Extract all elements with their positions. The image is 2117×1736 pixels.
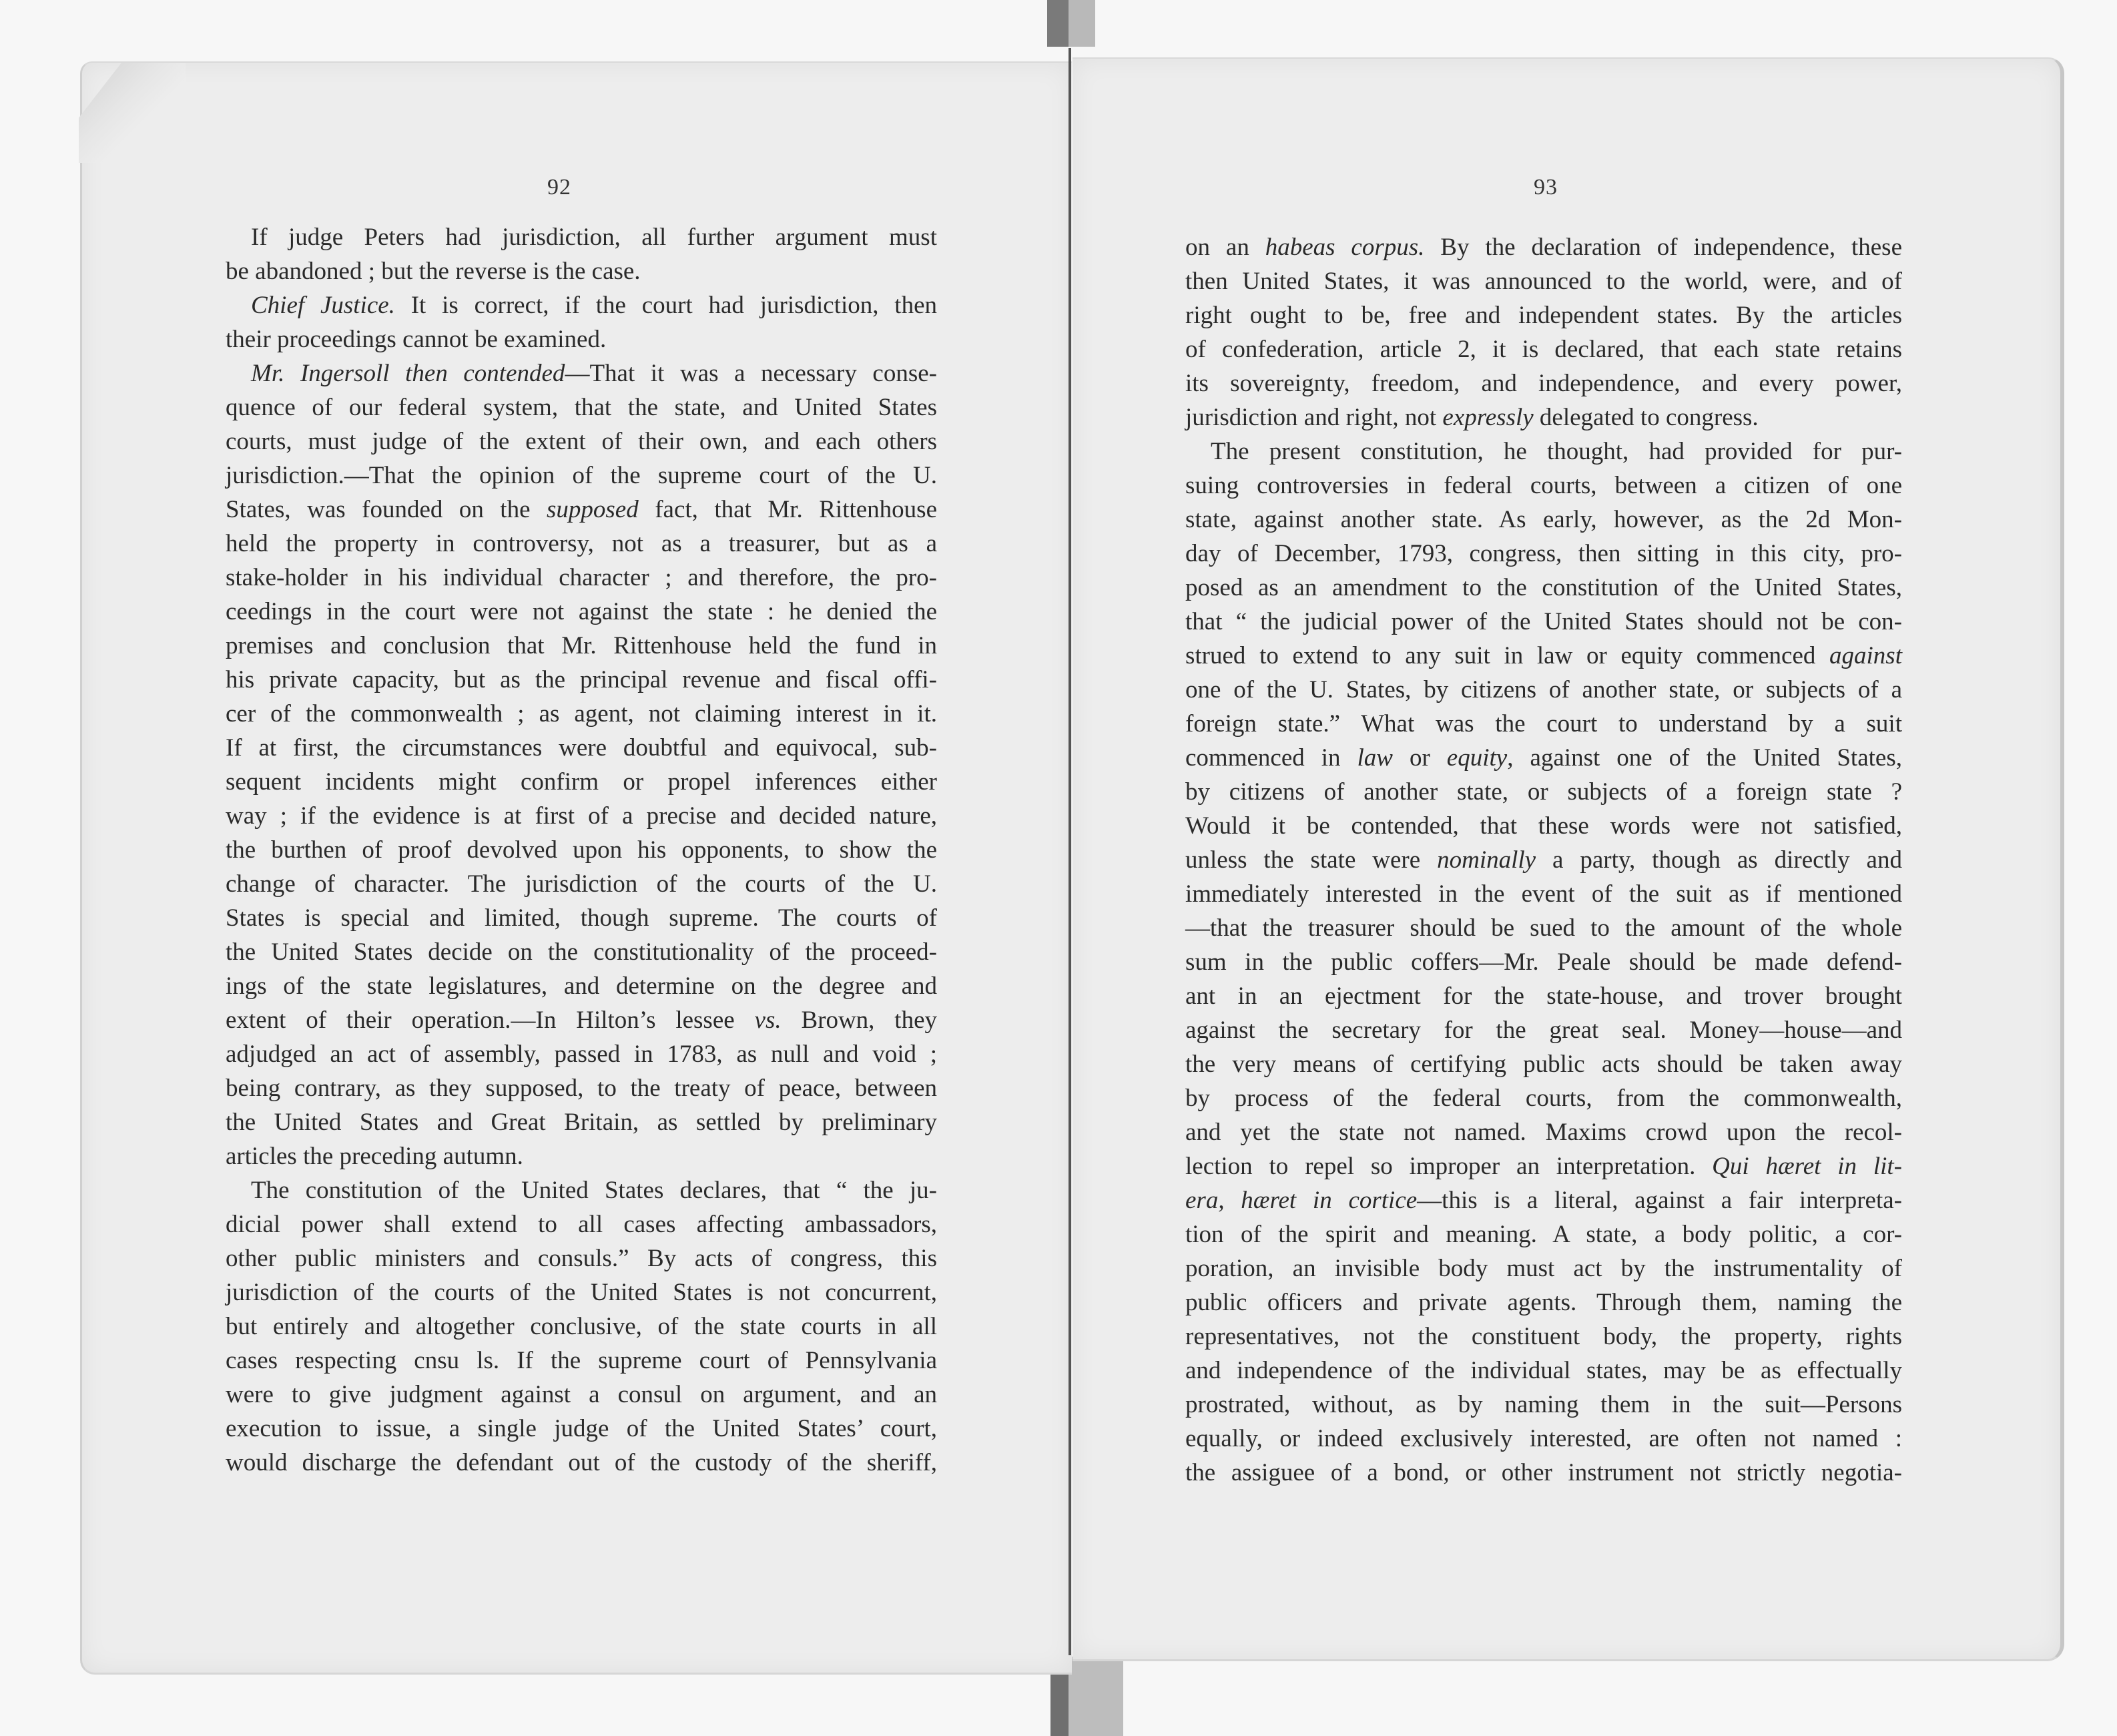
text-line: but entirely and altogether conclusive, of the state courts in all [226, 1313, 937, 1340]
text-line: jurisdiction of the courts of the United States is not concurrent, [226, 1279, 937, 1306]
text-line: courts, must judge of the extent of their own, and each others [226, 428, 937, 455]
text-line: extent of their operation.—In Hilton’s lessee vs. Brown, they [226, 1006, 937, 1034]
text-line: state, against another state. As early, however, as the 2d Mon- [1185, 506, 1902, 533]
text-line: —that the treasurer should be sued to the amount of the whole [1185, 914, 1902, 942]
text-line: ings of the state legislatures, and determine on the degree and [226, 972, 937, 1000]
text-line: The present constitution, he thought, had provided for pur- [1211, 438, 1902, 465]
text-line: posed as an amendment to the constitution of the United States, [1185, 574, 1902, 601]
text-line: then United States, it was announced to the world, were, and of [1185, 268, 1902, 295]
text-line: and independence of the individual states, may be as effectually [1185, 1357, 1902, 1384]
text-line: adjudged an act of assembly, passed in 1783, as null and void ; [226, 1041, 937, 1068]
text-line: held the property in controversy, not as a treasurer, but as a [226, 530, 937, 557]
text-line: unless the state were nominally a party, though as directly and [1185, 846, 1902, 874]
text-line: his private capacity, but as the principal revenue and fiscal offi- [226, 666, 937, 693]
text-line: that “ the judicial power of the United States should not be con- [1185, 608, 1902, 635]
text-line: foreign state.” What was the court to understand by a suit [1185, 710, 1902, 738]
left-page-number: 92 [547, 175, 571, 200]
text-line: on an habeas corpus. By the declaration of independence, these [1185, 234, 1902, 261]
text-line: were to give judgment against a consul on argument, and an [226, 1381, 937, 1408]
text-line: by citizens of another state, or subjects of a foreign state ? [1185, 778, 1902, 806]
text-line: era, hæret in cortice—this is a literal, against a fair interpreta- [1185, 1187, 1902, 1214]
text-line: lection to repel so improper an interpretation. Qui hæret in lit- [1185, 1153, 1902, 1180]
text-line: right ought to be, free and independent states. By the articles [1185, 302, 1902, 329]
text-line: way ; if the evidence is at first of a precise and decided nature, [226, 802, 937, 830]
text-line: by process of the federal courts, from the commonwealth, [1185, 1085, 1902, 1112]
text-line: poration, an invisible body must act by the instrumentality of [1185, 1255, 1902, 1282]
text-line: the United States decide on the constitutionality of the proceed- [226, 938, 937, 966]
text-line: public officers and private agents. Through them, naming the [1185, 1289, 1902, 1316]
right-page-number: 93 [1534, 175, 1558, 200]
text-line: day of December, 1793, congress, then sitting in this city, pro- [1185, 540, 1902, 567]
text-line: prostrated, without, as by naming them in the suit—Persons [1185, 1391, 1902, 1418]
left-page-text [226, 220, 937, 1480]
text-line: sequent incidents might confirm or propel inferences either [226, 768, 937, 796]
text-line: ant in an ejectment for the state-house, and trover brought [1185, 982, 1902, 1010]
text-line: being contrary, as they supposed, to the treaty of peace, between [226, 1075, 937, 1102]
right-page-text [1185, 230, 1902, 1490]
binding-clip-bottom-shadow [1069, 1657, 1123, 1736]
text-line: be abandoned ; but the reverse is the case. [226, 258, 641, 285]
text-line: quence of our federal system, that the state, and United States [226, 394, 937, 421]
text-line: Mr. Ingersoll then contended—That it was a necessary conse- [251, 360, 937, 387]
binding-clip-top-shadow [1069, 0, 1095, 47]
text-line: ceedings in the court were not against the state : he denied the [226, 598, 937, 625]
text-line: the burthen of proof devolved upon his opponents, to show the [226, 836, 937, 864]
text-line: immediately interested in the event of the suit as if mentioned [1185, 880, 1902, 908]
text-line: the assiguee of a bond, or other instrument not strictly negotia- [1185, 1459, 1902, 1486]
text-line: dicial power shall extend to all cases affecting ambassadors, [226, 1211, 937, 1238]
text-line: Would it be contended, that these words were not satisfied, [1185, 812, 1902, 840]
text-line: jurisdiction and right, not expressly delegated to congress. [1185, 404, 1759, 431]
text-line: cases respecting cnsu ls. If the supreme court of Pennsylvania [226, 1347, 937, 1374]
text-line: The constitution of the United States declares, that “ the ju- [251, 1177, 937, 1204]
text-line: would discharge the defendant out of the custody of the sheriff, [226, 1449, 937, 1476]
text-line: against the secretary for the great seal. Money—house—and [1185, 1017, 1902, 1044]
text-line: cer of the commonwealth ; as agent, not claiming interest in it. [226, 700, 937, 728]
text-line: jurisdiction.—That the opinion of the supreme court of the U. [226, 462, 937, 489]
text-line: change of character. The jurisdiction of the courts of the U. [226, 870, 937, 898]
text-line: tion of the spirit and meaning. A state, a body politic, a cor- [1185, 1221, 1902, 1248]
text-line: suing controversies in federal courts, between a citizen of one [1185, 472, 1902, 499]
text-line: articles the preceding autumn. [226, 1143, 523, 1170]
text-line: If judge Peters had jurisdiction, all further argument must [251, 224, 937, 251]
text-line: States, was founded on the supposed fact, that Mr. Rittenhouse [226, 496, 937, 523]
text-line: stake-holder in his individual character ; and therefore, the pro- [226, 564, 937, 591]
text-line: If at first, the circumstances were doubtful and equivocal, sub- [226, 734, 937, 762]
text-line: the United States and Great Britain, as settled by preliminary [226, 1109, 937, 1136]
text-line: of confederation, article 2, it is declared, that each state retains [1185, 336, 1902, 363]
text-line: execution to issue, a single judge of the United States’ court, [226, 1415, 937, 1442]
text-line: their proceedings cannot be examined. [226, 326, 607, 353]
text-line: States is special and limited, though supreme. The courts of [226, 904, 937, 932]
text-line: Chief Justice. It is correct, if the court had jurisdiction, then [251, 292, 938, 319]
text-line: other public ministers and consuls.” By acts of congress, this [226, 1245, 937, 1272]
text-line: the very means of certifying public acts should be taken away [1185, 1051, 1902, 1078]
text-line: commenced in law or equity, against one of the United States, [1185, 744, 1902, 772]
text-line: strued to extend to any suit in law or equity commenced against [1185, 642, 1902, 669]
text-line: and yet the state not named. Maxims crowd upon the recol- [1185, 1119, 1902, 1146]
text-line: equally, or indeed exclusively interested, are often not named : [1185, 1425, 1902, 1452]
text-line: one of the U. States, by citizens of another state, or subjects of a [1185, 676, 1902, 703]
book-spine [1069, 48, 1071, 1655]
text-line: representatives, not the constituent body, the property, rights [1185, 1323, 1902, 1350]
binding-clip-top [1047, 0, 1069, 47]
text-line: its sovereignty, freedom, and independence, and every power, [1185, 370, 1902, 397]
text-line: premises and conclusion that Mr. Rittenhouse held the fund in [226, 632, 937, 659]
text-line: sum in the public coffers—Mr. Peale should be made defend- [1185, 948, 1902, 976]
